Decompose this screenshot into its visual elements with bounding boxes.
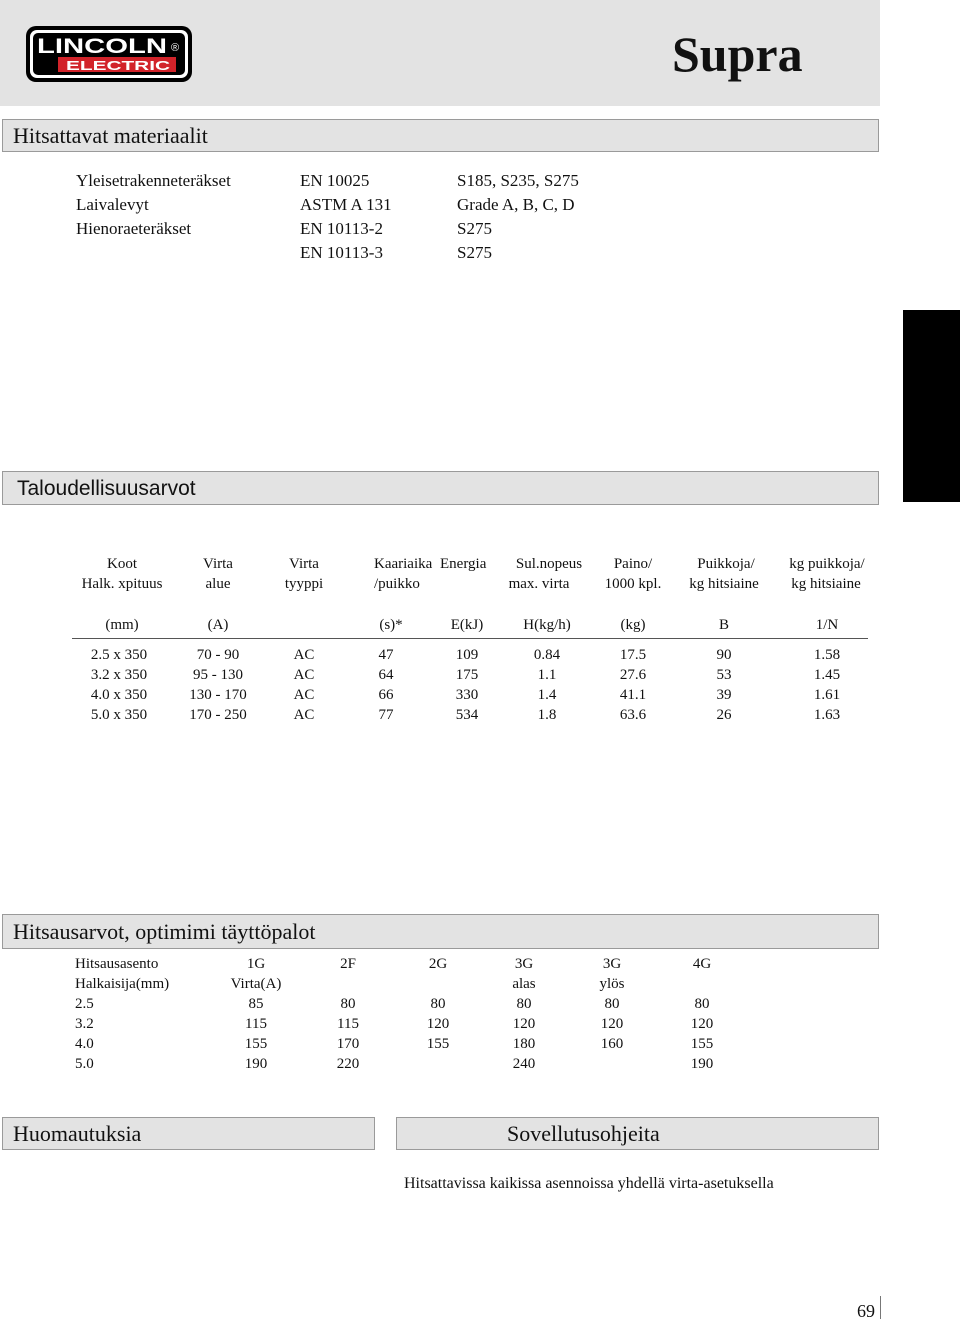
welding-cell: 80 <box>516 996 532 1012</box>
welding-cell: 1G <box>246 956 266 972</box>
welding-cell: 190 <box>244 1056 268 1072</box>
material-name: Laivalevyt <box>76 195 149 214</box>
economy-cell: 0.84 <box>533 647 561 663</box>
welding-cell: ylös <box>599 976 625 992</box>
welding-cell: 120 <box>426 1016 450 1032</box>
lincoln-electric-logo <box>26 26 192 82</box>
notes-heading-bar <box>2 1117 375 1150</box>
economy-cell: 1.61 <box>813 687 841 703</box>
economy-header-2: alue <box>205 576 231 592</box>
economy-cell: AC <box>293 667 315 683</box>
economy-header-2: /puikko <box>374 576 420 592</box>
economy-cell: 5.0 x 350 <box>90 707 148 723</box>
economy-cell: 53 <box>716 667 732 683</box>
economy-cell: 1.4 <box>537 687 557 703</box>
material-name: Yleisetrakenneteräkset <box>76 171 231 190</box>
economy-unit: (s)* <box>379 617 403 633</box>
economy-header-1: Virta <box>203 556 233 572</box>
welding-cell: Virta(A) <box>230 976 282 992</box>
economy-cell: 66 <box>378 687 394 703</box>
economy-cell: AC <box>293 707 315 723</box>
welding-cell: Hitsausasento <box>75 956 159 972</box>
welding-cell: 180 <box>512 1036 536 1052</box>
welding-cell: Halkaisija(mm) <box>75 976 170 992</box>
welding-cell: 80 <box>604 996 620 1012</box>
welding-cell: 120 <box>600 1016 624 1032</box>
welding-heading: Hitsausarvot, optimimi täyttöpalot <box>13 919 316 944</box>
economy-unit: (mm) <box>105 617 139 633</box>
welding-cell: 120 <box>512 1016 536 1032</box>
economy-cell: 1.8 <box>537 707 557 723</box>
economy-header-2: max. virta <box>508 576 570 592</box>
economy-header-2: kg hitsiaine <box>689 576 759 592</box>
economy-cell: 3.2 x 350 <box>90 667 148 683</box>
economy-cell: 39 <box>716 687 732 703</box>
economy-cell: 170 - 250 <box>189 707 247 723</box>
logo-lincoln-text: LINCOLN <box>37 35 167 58</box>
economy-header-2: kg hitsiaine <box>791 576 861 592</box>
economy-cell: 1.1 <box>537 667 557 683</box>
economy-unit: E(kJ) <box>450 617 484 633</box>
application-heading: Sovellutusohjeita <box>507 1121 660 1146</box>
application-text: Hitsattavissa kaikissa asennoissa yhdellä virta-asetuksella <box>404 1175 774 1192</box>
economy-cell: 4.0 x 350 <box>90 687 148 703</box>
economy-unit: 1/N <box>815 617 839 633</box>
materials-heading: Hitsattavat materiaalit <box>13 123 208 148</box>
economy-cell: 175 <box>455 667 479 683</box>
material-grade-col <box>457 169 579 265</box>
material-standard-col <box>300 169 392 265</box>
welding-cell: 160 <box>600 1036 624 1052</box>
welding-cell: alas <box>512 976 536 992</box>
welding-cell: 80 <box>430 996 446 1012</box>
welding-cell: 115 <box>245 1016 267 1032</box>
welding-cell: 170 <box>336 1036 360 1052</box>
economy-cell: 27.6 <box>619 667 647 683</box>
economy-cell: 534 <box>455 707 479 723</box>
economy-unit: H(kg/h) <box>523 617 571 633</box>
welding-cell: 3.2 <box>75 1016 94 1032</box>
material-grade: S275 <box>457 219 492 238</box>
welding-cell: 220 <box>336 1056 360 1072</box>
economy-cell: 1.45 <box>813 667 841 683</box>
economy-header-1: Puikkoja/ <box>697 556 755 572</box>
material-standard: EN 10113-3 <box>300 243 383 262</box>
economy-unit: (A) <box>207 617 229 633</box>
economy-cell: 70 - 90 <box>196 647 240 663</box>
economy-header-rule <box>72 638 868 639</box>
welding-cell: 2.5 <box>75 996 94 1012</box>
logo-registered-mark: ® <box>171 42 180 54</box>
economy-unit: B <box>718 617 729 633</box>
welding-cell: 80 <box>694 996 710 1012</box>
welding-cell: 4.0 <box>75 1036 94 1052</box>
economy-cell: 64 <box>378 667 394 683</box>
economy-cell: 1.63 <box>813 707 841 723</box>
footer-divider <box>880 1296 881 1319</box>
material-name-col <box>76 169 231 265</box>
economy-header-1: Sul.nopeus <box>515 556 583 572</box>
welding-cell: 85 <box>248 996 264 1012</box>
product-title: Supra <box>672 26 803 82</box>
welding-cell: 240 <box>512 1056 536 1072</box>
economy-cell: AC <box>293 647 315 663</box>
welding-cell: 155 <box>426 1036 450 1052</box>
material-grade: Grade A, B, C, D <box>457 195 575 214</box>
economy-header-2: 1000 kpl. <box>604 576 662 592</box>
notes-heading: Huomautuksia <box>13 1121 142 1146</box>
welding-cell: 3G <box>514 956 534 972</box>
economy-header-1: Kaariaika <box>374 556 433 572</box>
economy-cell: 130 - 170 <box>189 687 247 703</box>
welding-cell: 4G <box>692 956 712 972</box>
economy-cell: 17.5 <box>619 647 647 663</box>
welding-cell: 190 <box>690 1056 714 1072</box>
welding-cell: 2F <box>340 956 356 972</box>
economy-cell: 2.5 x 350 <box>90 647 148 663</box>
welding-heading-bar <box>2 914 879 949</box>
economy-cell: AC <box>293 687 315 703</box>
welding-cell: 155 <box>244 1036 268 1052</box>
welding-cell: 3G <box>602 956 622 972</box>
welding-cell: 80 <box>340 996 356 1012</box>
economy-header-1: Paino/ <box>613 556 653 572</box>
page-number: 69 <box>857 1301 875 1321</box>
economy-unit: (kg) <box>620 617 646 633</box>
side-tab-marker <box>903 310 960 502</box>
material-grade: S275 <box>457 243 492 262</box>
economy-cell: 95 - 130 <box>193 667 243 683</box>
economy-cell: 47 <box>378 647 394 663</box>
welding-cell: 120 <box>690 1016 714 1032</box>
economy-header-2: Halk. xpituus <box>81 576 163 592</box>
economy-header-1: Energia <box>440 556 487 572</box>
economy-header-1: kg puikkoja/ <box>789 556 865 572</box>
welding-cell: 5.0 <box>75 1056 94 1072</box>
economy-cell: 41.1 <box>619 687 647 703</box>
economy-cell: 1.58 <box>813 647 841 663</box>
economy-header-1: Koot <box>107 556 137 572</box>
material-name: Hienoraeteräkset <box>76 219 192 238</box>
economy-heading-bar <box>2 471 879 505</box>
welding-cell: 115 <box>337 1016 359 1032</box>
material-standard: ASTM A 131 <box>300 195 392 214</box>
economy-cell: 109 <box>455 647 479 663</box>
material-name <box>76 241 231 265</box>
economy-heading: Taloudellisuusarvot <box>17 477 196 500</box>
welding-cell: 155 <box>690 1036 714 1052</box>
application-heading-bar <box>396 1117 879 1150</box>
materials-heading-bar <box>2 119 879 152</box>
material-grade: S185, S235, S275 <box>457 171 579 190</box>
economy-header-2: tyyppi <box>284 576 324 592</box>
material-standard: EN 10025 <box>300 171 370 190</box>
logo-electric-text: ELECTRIC <box>66 58 171 73</box>
economy-cell: 330 <box>455 687 479 703</box>
economy-header-1: Virta <box>289 556 319 572</box>
material-standard: EN 10113-2 <box>300 219 383 238</box>
economy-cell: 26 <box>716 707 732 723</box>
economy-cell: 90 <box>716 647 732 663</box>
welding-cell: 2G <box>428 956 448 972</box>
economy-cell: 77 <box>378 707 394 723</box>
economy-cell: 63.6 <box>619 707 647 723</box>
